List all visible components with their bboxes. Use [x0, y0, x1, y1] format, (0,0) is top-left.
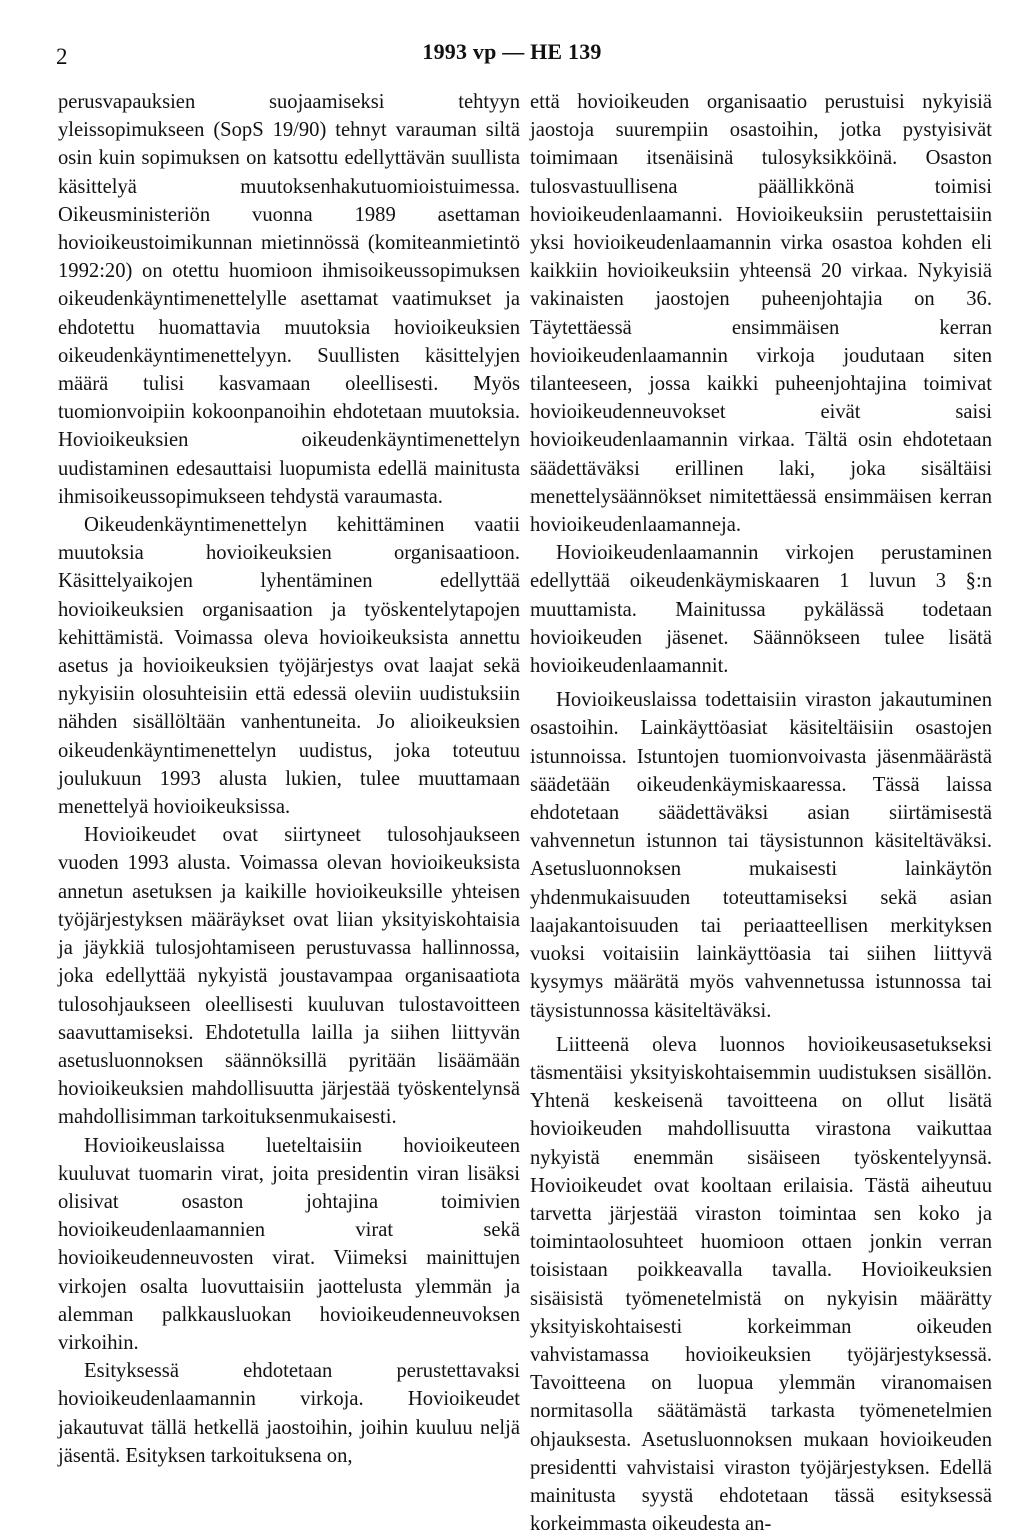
right-column	[530, 88, 992, 1538]
paragraph: että hovioikeuden organisaatio perustuisi nykyisiä jaostoja suurempiin osastoihin, jotka pystyisivät toimimaan itsenäisinä tulosyksikköinä. Osaston tulosvastuullisena päällikkönä toimisi hovioikeudenlaamanni. Hovioikeuksiin perustettaisiin yksi hovioikeudenlaamannin virka osastoa kohden eli kaikkiin hovioikeuksiin yhteensä 20 virkaa. Nykyisiä vakinaisten jaostojen puheenjohtajia on 36. Täytettäessä ensimmäisen kerran hovioikeudenlaamannin virkoja joudutaan siten tilanteeseen, jossa kaikki puheenjohtajina toimivat hovioikeudenneuvokset eivät saisi hovioikeudenlaamannin virkaa. Tältä osin ehdotetaan säädettäväksi erillinen laki, joka sisältäisi menettelysäännökset nimitettäessä ensimmäisen kerran hovioikeudenlaamanneja.	[530, 91, 992, 537]
paragraph: Hovioikeuslaissa todettaisiin viraston jakautuminen osastoihin. Lainkäyttöasiat käsiteltäisiin osastojen istunnoissa. Istuntojen tuomionvoivasta jäsenmäärästä säädetään oikeudenkäymiskaaressa. Tässä laissa ehdotetaan säädettäväksi asian siirtämisestä vahvennetun istunnon tai täysistunnon käsiteltäväksi. Asetusluonnoksen mukaisesti lainkäytön yhdenmukaisuuden toteuttamiseksi sekä asian laajakantoisuuden tai periaatteellisen merkityksen vuoksi voitaisiin lainkäyttöasia tai siihen liittyvä kysymys määrätä myös vahvennetussa istunnossa tai täysistunnossa käsiteltäväksi.	[530, 689, 992, 1022]
paragraph: Esityksessä ehdotetaan perustettavaksi hovioikeudenlaamannin virkoja. Hovioikeudet jakautuvat tällä hetkellä jaostoihin, joihin kuuluu neljä jäsentä. Esityksen tarkoituksena on,	[58, 1360, 520, 1467]
left-column	[58, 88, 520, 1470]
paragraph: Hovioikeudet ovat siirtyneet tulosohjaukseen vuoden 1993 alusta. Voimassa olevan hovioikeuksista annetun asetuksen ja kaikille hovioikeuksille yhteisen työjärjestyksen määräykset ovat liian yksityiskohtaisia ja jäykkiä tulosjohtamiseen perustuvassa hallinnossa, joka edellyttää nykyistä joustavampaa organisaatiota tulosohjaukseen oleellisesti kuuluvan tulostavoitteen saavuttamiseksi. Ehdotetulla lailla ja siihen liittyvän asetusluonnoksen säännöksillä pyritään lisäämään hovioikeuksien mahdollisuutta järjestää työskentelynsä mahdollisimman tarkoituksenmukaisesti.	[58, 824, 520, 1129]
paragraph: Hovioikeuslaissa lueteltaisiin hovioikeuteen kuuluvat tuomarin virat, joita presidentin viran lisäksi olisivat osaston johtajina toimivien hovioikeudenlaamannien virat sekä hovioikeudenneuvosten virat. Viimeksi mainittujen virkojen osalta luovuttaisiin jaottelusta ylemmän ja alemman palkkausluokan hovioikeudenneuvoksen virkoihin.	[58, 1134, 520, 1354]
paragraph: Hovioikeudenlaamannin virkojen perustaminen edellyttää oikeudenkäymiskaaren 1 luvun 3 §:n muuttamista. Mainitussa pykälässä todetaan hovioikeuden jäsenet. Säännökseen tulee lisätä hovioikeudenlaamannit.	[530, 542, 992, 678]
paragraph: perusvapauksien suojaamiseksi tehtyyn yleissopimukseen (SopS 19/90) tehnyt varauman siltä osin kuin sopimuksen on katsottu edellyttävän suullista käsittelyä muutoksenhakutuomioistuimessa. Oikeusministeriön vuonna 1989 asettaman hovioikeustoimikunnan mietinnössä (komiteanmietintö 1992:20) on otettu huomioon ihmisoikeussopimuksen oikeudenkäyntimenettelylle asettamat vaatimukset ja ehdotettu huomattavia muutoksia hovioikeuksien oikeudenkäyntimenettelyyn. Suullisten käsittelyjen määrä tulisi kasvamaan oleellisesti. Myös tuomionvoipiin kokoonpanoihin ehdotetaan muutoksia. Hovioikeuksien oikeudenkäyntimenettelyn uudistaminen edesauttaisi luopumista edellä mainitusta ihmisoikeussopimukseen tehdystä varaumasta.	[58, 91, 520, 508]
paragraph: Oikeudenkäyntimenettelyn kehittäminen vaatii muutoksia hovioikeuksien organisaatioon. Käsittelyaikojen lyhentäminen edellyttää hovioikeuksien organisaation ja työskentelytapojen kehittämistä. Voimassa oleva hovioikeuksista annettu asetus ja hovioikeuksien työjärjestys ovat laajat sekä nykyisiin olosuhteisiin että edessä oleviin uudistuksiin nähden sisällöltään vanhentuneita. Jo alioikeuksien oikeudenkäyntimenettelyn uudistus, joka toteutuu joulukuun 1993 alusta lukien, tulee muuttamaan menettelyä hovioikeuksissa.	[58, 514, 520, 819]
page-number: 2	[56, 44, 68, 69]
running-header: 1993 vp — HE 139	[422, 39, 602, 64]
paragraph: Liitteenä oleva luonnos hovioikeusasetukseksi täsmentäisi yksityiskohtaisemmin uudistuksen sisällön. Yhtenä keskeisenä tavoitteena on ollut lisätä hovioikeuden mahdollisuutta virastona vaikuttaa nykyistä enemmän sisäiseen työskentelyynsä. Hovioikeudet ovat kooltaan erilaisia. Tästä aiheutuu tarvetta järjestää viraston toimintaa sen koko ja toimintaolosuhteet huomioon ottaen jonkin verran toisistaan poikkeavalla tavalla. Hovioikeuksien sisäisistä työmenetelmistä on nykyisin määrätty yksityiskohtaisesti korkeimman oikeuden vahvistamassa hovioikeuksien työjärjestyksessä. Tavoitteena on luopua ylemmän viranomaisen normitasolla säätämästä tarkasta työmenetelmien ohjauksesta. Asetusluonnoksen mukaan hovioikeuden presidentti vahvistaisi viraston työjärjestyksen. Edellä mainitusta syystä ehdotetaan tässä esityksessä korkeimmasta oikeudesta an-	[530, 1033, 992, 1536]
